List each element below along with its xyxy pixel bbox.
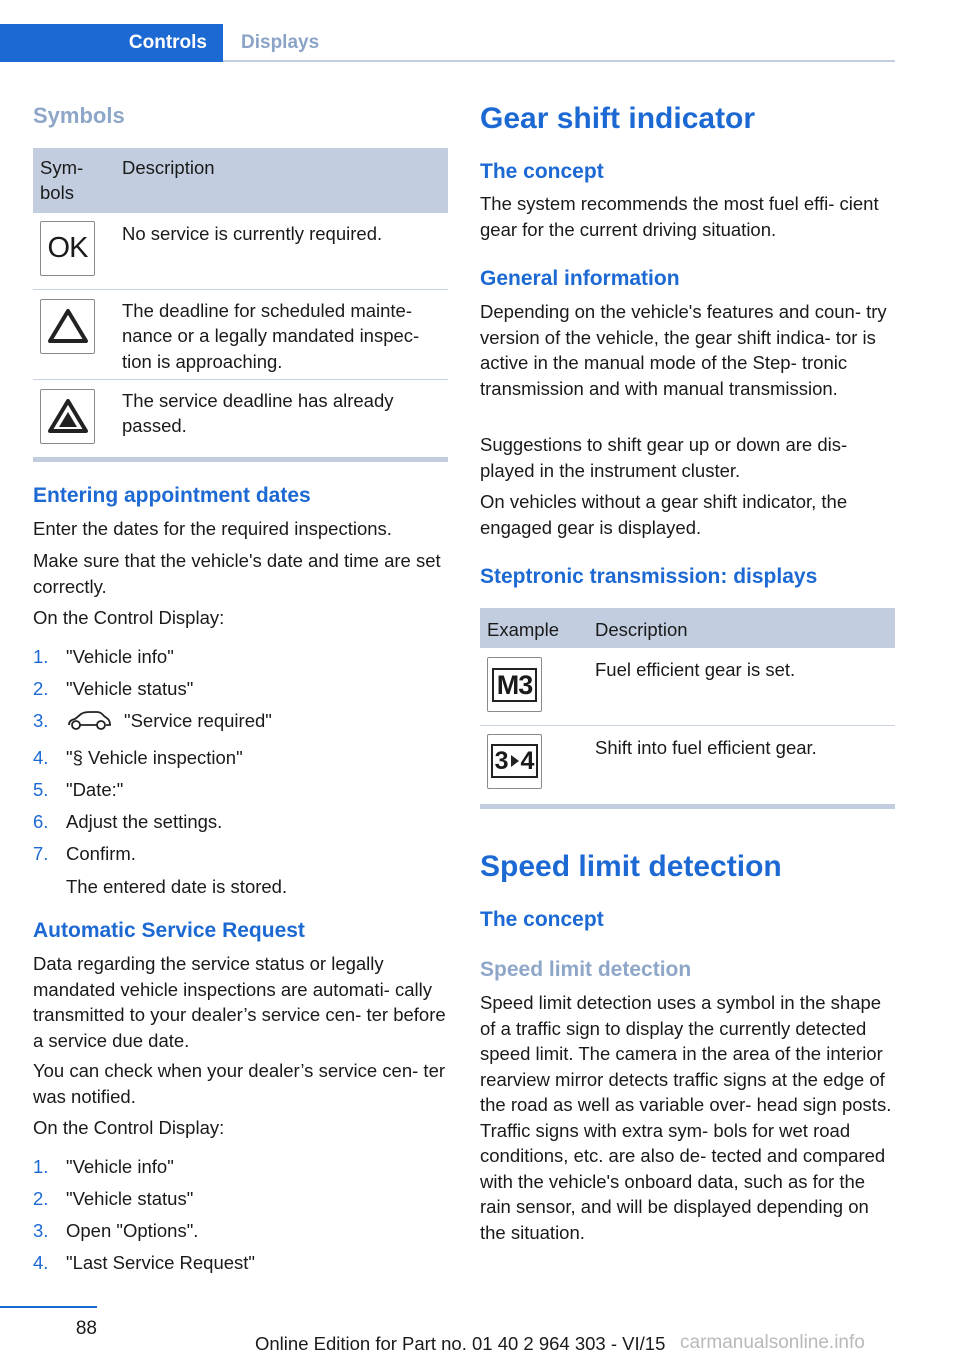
list-item: 2. "Vehicle status" <box>33 1188 194 1209</box>
table-cell-description: No service is currently required. <box>113 213 448 289</box>
gear-m3-icon: M3 <box>487 657 542 712</box>
table-header-example: Example <box>480 608 587 648</box>
table-row <box>33 213 448 289</box>
page-number: 88 <box>75 1318 97 1339</box>
table-header-symbols: Sym‐ bols <box>33 148 113 213</box>
gear-shift-heading: Gear shift indicator <box>480 102 756 135</box>
speed-limit-heading: Speed limit detection <box>480 850 782 883</box>
speed-text: Speed limit detection uses a symbol in the shape of a traffic sign to display the currently detected speed limit. The camera in the area of the interior rearview mirror detects traffic signs at the edge of the road as well as variable over‐ head sign posts. Traffic signs with extra sym‐ bols for wet road conditions, etc. are also de‐ tected and compared with the vehicle's onboard data, such as for the rain sensor, and will be displayed depending on the situation. <box>480 992 892 1243</box>
asr-steps <box>33 1154 448 1282</box>
list-item: 6. Adjust the settings. <box>33 811 223 832</box>
list-item: 4. "§ Vehicle inspection" <box>33 747 243 768</box>
speed-sub-heading: Speed limit detection <box>480 958 692 981</box>
table-cell-description: Shift into fuel efficient gear. <box>587 725 895 806</box>
asr-p3: On the Control Display: <box>33 1117 225 1138</box>
table-row <box>33 379 448 459</box>
appointment-p1: Enter the dates for the required inspections. <box>33 518 392 539</box>
list-item: 7. Confirm. The entered date is stored. <box>33 841 448 899</box>
concept-text: The system recommends the most fuel effi‐ cient gear for the current driving situation. <box>480 193 879 240</box>
asr-p2: You can check when your dealer’s service cen‐ ter was notified. <box>33 1060 446 1107</box>
tab-displays[interactable]: Displays <box>241 32 320 53</box>
symbols-table <box>33 148 448 462</box>
concept-heading: The concept <box>480 160 604 183</box>
table-cell-description: The deadline for scheduled mainte‐ nance or a legally mandated inspec‐ tion is approaching. <box>113 289 448 379</box>
list-item: 4. "Last Service Request" <box>33 1252 255 1273</box>
general-p2: Suggestions to shift gear up or down are dis‐ played in the instrument cluster. <box>480 434 848 481</box>
list-item: 1. "Vehicle info" <box>33 646 174 667</box>
asr-p1: Data regarding the service status or legally mandated vehicle inspections are automati‐ cally transmitted to your dealer’s service cen‐ ter before a service due date. <box>33 953 446 1051</box>
symbols-heading: Symbols <box>33 103 125 128</box>
list-item: 1. "Vehicle info" <box>33 1156 174 1177</box>
table-header-description: Description <box>587 608 895 648</box>
ok-icon: OK <box>40 221 95 276</box>
table-row <box>480 725 895 806</box>
list-item: 3. "Service required" <box>33 708 448 739</box>
warning-triangle-filled-icon <box>40 389 95 444</box>
step-result-text: The entered date is stored. <box>66 875 288 897</box>
steptronic-heading: Steptronic transmission: displays <box>480 565 818 588</box>
edition-text: Online Edition for Part no. 01 40 2 964 303 - VI/15 <box>255 1333 666 1354</box>
general-p3: On vehicles without a gear shift indicator, the engaged gear is displayed. <box>480 491 848 538</box>
list-item: 5. "Date:" <box>33 779 124 800</box>
appointment-steps <box>33 644 448 906</box>
table-cell-description: Fuel efficient gear is set. <box>587 648 895 725</box>
table-row <box>33 289 448 379</box>
appointment-p3: On the Control Display: <box>33 607 225 628</box>
gear-table <box>480 608 895 809</box>
chapter-header <box>0 24 895 62</box>
appointment-p2: Make sure that the vehicle's date and time are set correctly. <box>33 550 441 597</box>
watermark: carmanualsonline.info <box>680 1332 865 1353</box>
tab-controls[interactable]: Controls <box>0 24 223 62</box>
general-p1: Depending on the vehicle's features and coun‐ try version of the vehicle, the gear shift indica‐ tor is active in the manual mode of the Step‐ tronic transmission and with manual transmission. <box>480 301 887 399</box>
list-item: 2. "Vehicle status" <box>33 678 194 699</box>
footer-rule <box>0 1306 97 1308</box>
general-heading: General information <box>480 267 680 290</box>
shift-up-icon: 3 4 <box>487 734 542 789</box>
list-item: 3. Open "Options". <box>33 1220 199 1241</box>
appointment-heading: Entering appointment dates <box>33 484 311 507</box>
car-icon <box>66 710 112 739</box>
warning-triangle-icon <box>40 299 95 354</box>
table-row <box>480 648 895 725</box>
speed-concept-heading: The concept <box>480 908 604 931</box>
table-cell-description: The service deadline has already passed. <box>113 379 448 459</box>
asr-heading: Automatic Service Request <box>33 919 305 942</box>
table-header-description: Description <box>113 148 448 213</box>
